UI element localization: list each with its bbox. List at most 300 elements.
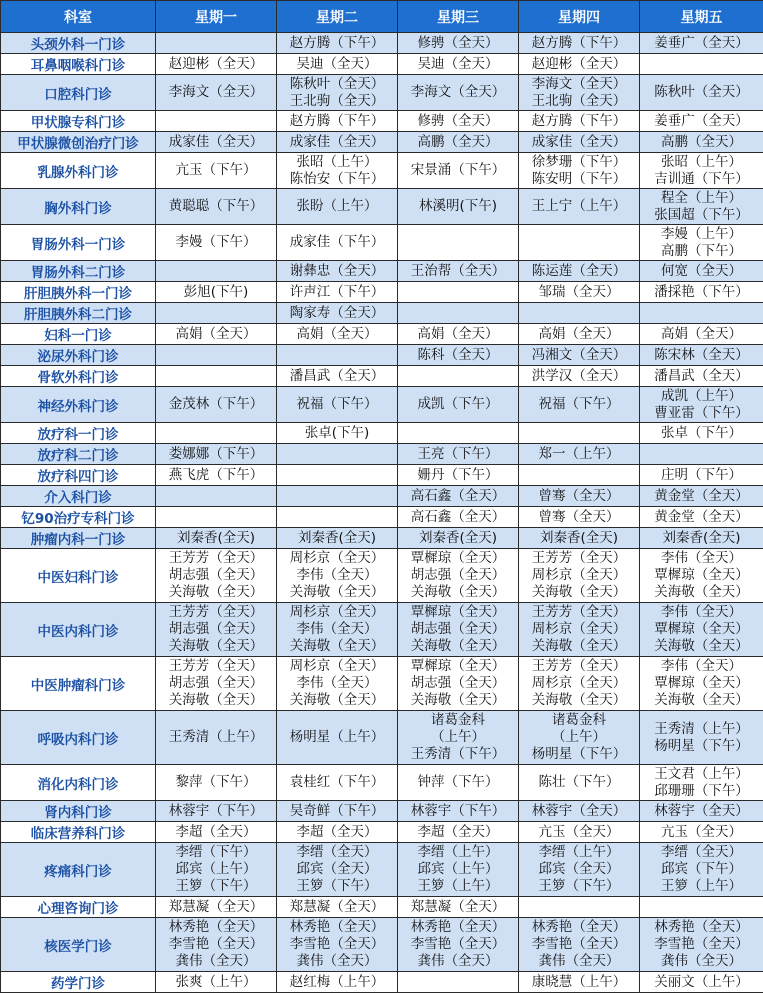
- doctor-entry: 亢玉（下午）: [156, 162, 276, 179]
- doctor-entry: 周杉京（全天）: [277, 604, 397, 621]
- schedule-cell-thursday: [519, 153, 640, 189]
- schedule-cell-thursday: [519, 843, 640, 897]
- schedule-cell-tuesday: [277, 918, 398, 972]
- doctor-entry: 关海敬（全天）: [277, 692, 397, 709]
- schedule-row: [1, 918, 763, 972]
- doctor-entry: 吉训通（下午）: [640, 171, 763, 188]
- doctor-entry: 关海敬（全天）: [277, 638, 397, 655]
- doctor-entry: 王秀清（上午）: [640, 721, 763, 738]
- department-name: 甲状腺专科门诊: [1, 111, 156, 132]
- doctor-entry: 郑慧凝（全天）: [156, 899, 276, 916]
- doctor-entry: 关海敬（全天）: [519, 638, 639, 655]
- schedule-cell-wednesday: [398, 54, 519, 75]
- doctor-entry: 邱宾（上午）: [398, 861, 518, 878]
- doctor-entry: 李海文（全天）: [519, 76, 639, 93]
- doctor-entry: 王芳芳（全天）: [156, 658, 276, 675]
- doctor-entry: 覃樨琼（全天）: [640, 675, 763, 692]
- schedule-cell-monday: [156, 225, 277, 261]
- schedule-cell-monday: [156, 897, 277, 918]
- doctor-entry: 龚伟（全天）: [519, 953, 639, 970]
- schedule-cell-friday: [640, 711, 763, 765]
- schedule-cell-wednesday: [398, 132, 519, 153]
- schedule-cell-thursday: [519, 549, 640, 603]
- schedule-cell-thursday: [519, 918, 640, 972]
- doctor-entry: 赵红梅（上午）: [277, 974, 397, 991]
- schedule-row: [1, 345, 763, 366]
- schedule-cell-thursday: [519, 486, 640, 507]
- doctor-entry: 胡志强（全天）: [156, 621, 276, 638]
- schedule-cell-thursday: [519, 189, 640, 225]
- schedule-cell-thursday: [519, 528, 640, 549]
- doctor-entry: 诸葛金科: [398, 712, 518, 729]
- doctor-entry: 陈秋叶（全天）: [640, 84, 763, 101]
- schedule-cell-monday: [156, 843, 277, 897]
- department-name: 心理咨询门诊: [1, 897, 156, 918]
- schedule-cell-tuesday: [277, 822, 398, 843]
- doctor-entry: 胡志强（全天）: [398, 567, 518, 584]
- schedule-cell-thursday: [519, 132, 640, 153]
- doctor-entry: 关海敬（全天）: [640, 638, 763, 655]
- doctor-entry: 高娟（全天）: [398, 326, 518, 343]
- doctor-entry: 王文君（上午）: [640, 766, 763, 783]
- doctor-entry: 关海敬（全天）: [156, 638, 276, 655]
- schedule-cell-wednesday: [398, 528, 519, 549]
- schedule-cell-tuesday: [277, 507, 398, 528]
- doctor-entry: 钟萍（下午）: [398, 774, 518, 791]
- schedule-cell-thursday: [519, 54, 640, 75]
- doctor-entry: 关海敬（全天）: [640, 584, 763, 601]
- doctor-entry: 黄金堂（全天）: [640, 488, 763, 505]
- schedule-cell-wednesday: [398, 603, 519, 657]
- doctor-entry: 关海敬（全天）: [519, 584, 639, 601]
- schedule-cell-friday: [640, 801, 763, 822]
- doctor-entry: 曾骞（全天）: [519, 509, 639, 526]
- schedule-cell-monday: [156, 111, 277, 132]
- department-name: 胃肠外科一门诊: [1, 225, 156, 261]
- doctor-entry: 洪学汉（全天）: [519, 368, 639, 385]
- schedule-cell-monday: [156, 153, 277, 189]
- schedule-row: [1, 324, 763, 345]
- doctor-entry: 龚伟（全天）: [398, 953, 518, 970]
- schedule-cell-tuesday: [277, 111, 398, 132]
- schedule-cell-wednesday: [398, 111, 519, 132]
- doctor-entry: 刘秦香(全天): [156, 530, 276, 547]
- doctor-entry: 李伟（全天）: [277, 675, 397, 692]
- schedule-cell-tuesday: [277, 324, 398, 345]
- schedule-row: [1, 801, 763, 822]
- doctor-entry: 李缙（上午）: [519, 844, 639, 861]
- schedule-cell-monday: [156, 345, 277, 366]
- doctor-entry: 李伟（全天）: [277, 567, 397, 584]
- schedule-cell-thursday: [519, 765, 640, 801]
- schedule-cell-thursday: [519, 111, 640, 132]
- doctor-entry: 覃樨琼（全天）: [640, 567, 763, 584]
- schedule-row: [1, 603, 763, 657]
- schedule-row: [1, 822, 763, 843]
- schedule-row: [1, 843, 763, 897]
- schedule-cell-tuesday: [277, 765, 398, 801]
- schedule-cell-thursday: [519, 75, 640, 111]
- schedule-cell-friday: [640, 486, 763, 507]
- schedule-cell-friday: [640, 387, 763, 423]
- schedule-row: [1, 972, 763, 993]
- schedule-cell-friday: [640, 366, 763, 387]
- doctor-entry: 何宽（全天）: [640, 263, 763, 280]
- schedule-cell-friday: [640, 324, 763, 345]
- department-name: 头颈外科一门诊: [1, 33, 156, 54]
- doctor-entry: 黄金堂（全天）: [640, 509, 763, 526]
- department-name: 放疗科一门诊: [1, 423, 156, 444]
- doctor-entry: 王箩（上午）: [640, 878, 763, 895]
- doctor-entry: 高娟（全天）: [277, 326, 397, 343]
- department-name: 妇科一门诊: [1, 324, 156, 345]
- doctor-entry: 潘採艳（下午）: [640, 284, 763, 301]
- doctor-entry: 姜垂广（全天）: [640, 35, 763, 52]
- schedule-cell-friday: [640, 423, 763, 444]
- schedule-cell-monday: [156, 54, 277, 75]
- doctor-entry: 刘秦香(全天): [398, 530, 518, 547]
- doctor-entry: 娄娜娜（下午）: [156, 446, 276, 463]
- schedule-cell-monday: [156, 657, 277, 711]
- schedule-row: [1, 765, 763, 801]
- doctor-entry: 宋景涌（下午）: [398, 162, 518, 179]
- doctor-entry: 赵方腾（下午）: [277, 113, 397, 130]
- doctor-entry: 关海敬（全天）: [156, 584, 276, 601]
- schedule-cell-monday: [156, 486, 277, 507]
- department-name: 临床营养科门诊: [1, 822, 156, 843]
- doctor-entry: 胡志强（全天）: [398, 621, 518, 638]
- schedule-cell-tuesday: [277, 54, 398, 75]
- schedule-row: [1, 366, 763, 387]
- department-name: 呼吸内科门诊: [1, 711, 156, 765]
- doctor-entry: 诸葛金科: [519, 712, 639, 729]
- schedule-cell-monday: [156, 282, 277, 303]
- doctor-entry: 李伟（全天）: [640, 604, 763, 621]
- department-name: 肝胆胰外科二门诊: [1, 303, 156, 324]
- schedule-cell-friday: [640, 153, 763, 189]
- doctor-entry: 王箩（上午）: [398, 878, 518, 895]
- schedule-cell-thursday: [519, 423, 640, 444]
- doctor-entry: 姗丹（下午）: [398, 467, 518, 484]
- doctor-entry: 周杉京（全天）: [277, 550, 397, 567]
- doctor-entry: 胡志强（全天）: [156, 567, 276, 584]
- doctor-entry: 高鹏（全天）: [398, 134, 518, 151]
- doctor-entry: 高石鑫（全天）: [398, 509, 518, 526]
- schedule-cell-thursday: [519, 603, 640, 657]
- schedule-row: [1, 153, 763, 189]
- schedule-cell-friday: [640, 132, 763, 153]
- header-wednesday: 星期三: [398, 1, 519, 33]
- schedule-row: [1, 423, 763, 444]
- schedule-cell-tuesday: [277, 75, 398, 111]
- doctor-entry: 邹瑞（全天）: [519, 284, 639, 301]
- doctor-entry: 刘秦香(全天): [277, 530, 397, 547]
- schedule-cell-tuesday: [277, 549, 398, 603]
- schedule-cell-friday: [640, 225, 763, 261]
- doctor-entry: 李雪艳（全天）: [398, 936, 518, 953]
- doctor-entry: 关海敬（全天）: [519, 692, 639, 709]
- department-name: 钇90治疗专科门诊: [1, 507, 156, 528]
- doctor-entry: 覃樨琼（全天）: [398, 658, 518, 675]
- doctor-entry: 成凯（上午）: [640, 388, 763, 405]
- schedule-cell-wednesday: [398, 366, 519, 387]
- doctor-entry: 王治帮（全天）: [398, 263, 518, 280]
- doctor-entry: 谢彝忠（全天）: [277, 263, 397, 280]
- doctor-entry: 邱珊珊（下午）: [640, 783, 763, 800]
- schedule-cell-tuesday: [277, 711, 398, 765]
- doctor-entry: 潘昌武（全天）: [640, 368, 763, 385]
- schedule-cell-thursday: [519, 444, 640, 465]
- schedule-row: [1, 189, 763, 225]
- doctor-entry: （上午）: [519, 729, 639, 746]
- doctor-entry: 李超（全天）: [398, 824, 518, 841]
- schedule-row: [1, 387, 763, 423]
- doctor-entry: 成凯（下午）: [398, 396, 518, 413]
- doctor-entry: 刘秦香(全天): [519, 530, 639, 547]
- doctor-entry: 成家佳（下午）: [277, 234, 397, 251]
- schedule-cell-thursday: [519, 303, 640, 324]
- schedule-cell-tuesday: [277, 657, 398, 711]
- schedule-cell-wednesday: [398, 324, 519, 345]
- doctor-entry: 邱宾（下午）: [640, 861, 763, 878]
- doctor-entry: 林蓉宇（全天）: [640, 803, 763, 820]
- schedule-cell-wednesday: [398, 486, 519, 507]
- department-name: 中医内科门诊: [1, 603, 156, 657]
- doctor-entry: 成家佳（全天）: [519, 134, 639, 151]
- schedule-cell-tuesday: [277, 801, 398, 822]
- schedule-cell-friday: [640, 189, 763, 225]
- doctor-entry: 彭旭(下午): [156, 284, 276, 301]
- schedule-cell-friday: [640, 765, 763, 801]
- doctor-entry: 李超（全天）: [277, 824, 397, 841]
- doctor-entry: 杨明星（下午）: [519, 746, 639, 763]
- doctor-entry: 李伟（全天）: [277, 621, 397, 638]
- schedule-cell-monday: [156, 387, 277, 423]
- doctor-entry: 庄明（下午）: [640, 467, 763, 484]
- schedule-cell-monday: [156, 972, 277, 993]
- schedule-cell-wednesday: [398, 225, 519, 261]
- schedule-row: [1, 132, 763, 153]
- schedule-row: [1, 549, 763, 603]
- doctor-entry: 李雪艳（全天）: [277, 936, 397, 953]
- schedule-cell-monday: [156, 507, 277, 528]
- doctor-entry: 林溪明(下午): [398, 198, 518, 215]
- schedule-cell-wednesday: [398, 822, 519, 843]
- schedule-cell-tuesday: [277, 603, 398, 657]
- schedule-cell-thursday: [519, 657, 640, 711]
- schedule-cell-wednesday: [398, 444, 519, 465]
- doctor-entry: 成家佳（全天）: [156, 134, 276, 151]
- doctor-entry: 龚伟（全天）: [156, 953, 276, 970]
- doctor-entry: 赵方腾（下午）: [519, 35, 639, 52]
- header-tuesday: 星期二: [277, 1, 398, 33]
- doctor-entry: 徐梦珊（下午）: [519, 154, 639, 171]
- doctor-entry: 吴奇鲜（下午）: [277, 803, 397, 820]
- doctor-entry: 王北驹（全天）: [277, 93, 397, 110]
- schedule-row: [1, 897, 763, 918]
- doctor-entry: 陈怡安（下午）: [277, 171, 397, 188]
- schedule-cell-friday: [640, 303, 763, 324]
- doctor-entry: 龚伟（全天）: [277, 953, 397, 970]
- schedule-cell-wednesday: [398, 75, 519, 111]
- doctor-entry: 陶家寿（全天）: [277, 305, 397, 322]
- doctor-entry: 金茂林（下午）: [156, 396, 276, 413]
- schedule-cell-monday: [156, 549, 277, 603]
- doctor-entry: 王箩（下午）: [277, 878, 397, 895]
- schedule-cell-monday: [156, 261, 277, 282]
- department-name: 胸外科门诊: [1, 189, 156, 225]
- doctor-entry: 王亮（下午）: [398, 446, 518, 463]
- department-name: 乳腺外科门诊: [1, 153, 156, 189]
- doctor-entry: 覃樨琼（全天）: [398, 550, 518, 567]
- schedule-cell-tuesday: [277, 153, 398, 189]
- doctor-entry: 王芳芳（全天）: [519, 658, 639, 675]
- department-name: 中医妇科门诊: [1, 549, 156, 603]
- schedule-cell-tuesday: [277, 303, 398, 324]
- schedule-cell-monday: [156, 423, 277, 444]
- schedule-cell-wednesday: [398, 801, 519, 822]
- department-name: 肝胆胰外科一门诊: [1, 282, 156, 303]
- doctor-entry: 李缙（全天）: [277, 844, 397, 861]
- doctor-entry: 燕飞虎（下午）: [156, 467, 276, 484]
- schedule-cell-wednesday: [398, 507, 519, 528]
- schedule-cell-wednesday: [398, 843, 519, 897]
- schedule-row: [1, 75, 763, 111]
- doctor-entry: 周杉京（全天）: [519, 621, 639, 638]
- doctor-entry: 杨明星（下午）: [640, 738, 763, 755]
- doctor-entry: 李缙（全天）: [640, 844, 763, 861]
- header-friday: 星期五: [640, 1, 763, 33]
- doctor-entry: 成家佳（全天）: [277, 134, 397, 151]
- schedule-cell-monday: [156, 801, 277, 822]
- department-name: 药学门诊: [1, 972, 156, 993]
- schedule-cell-tuesday: [277, 282, 398, 303]
- schedule-cell-monday: [156, 33, 277, 54]
- schedule-cell-friday: [640, 444, 763, 465]
- department-name: 介入科门诊: [1, 486, 156, 507]
- department-name: 疼痛科门诊: [1, 843, 156, 897]
- schedule-cell-monday: [156, 603, 277, 657]
- schedule-cell-monday: [156, 765, 277, 801]
- schedule-row: [1, 303, 763, 324]
- department-name: 胃肠外科二门诊: [1, 261, 156, 282]
- doctor-entry: 李伟（全天）: [640, 658, 763, 675]
- doctor-entry: 曹亚雷（下午）: [640, 405, 763, 422]
- doctor-entry: 林秀艳（全天）: [398, 919, 518, 936]
- schedule-cell-wednesday: [398, 345, 519, 366]
- doctor-entry: 陈科（全天）: [398, 347, 518, 364]
- doctor-entry: 关海敬（全天）: [398, 692, 518, 709]
- schedule-cell-tuesday: [277, 972, 398, 993]
- schedule-row: [1, 507, 763, 528]
- doctor-entry: 高鹏（全天）: [640, 134, 763, 151]
- schedule-cell-monday: [156, 444, 277, 465]
- doctor-entry: 林秀艳（全天）: [640, 919, 763, 936]
- schedule-cell-wednesday: [398, 282, 519, 303]
- doctor-entry: 王芳芳（全天）: [519, 550, 639, 567]
- department-name: 神经外科门诊: [1, 387, 156, 423]
- schedule-cell-monday: [156, 75, 277, 111]
- doctor-entry: 胡志强（全天）: [398, 675, 518, 692]
- schedule-cell-wednesday: [398, 303, 519, 324]
- schedule-cell-friday: [640, 465, 763, 486]
- doctor-entry: 修骋（全天）: [398, 113, 518, 130]
- department-name: 泌尿外科门诊: [1, 345, 156, 366]
- schedule-cell-friday: [640, 528, 763, 549]
- schedule-cell-monday: [156, 303, 277, 324]
- schedule-cell-friday: [640, 657, 763, 711]
- doctor-entry: 李缙（下午）: [156, 844, 276, 861]
- schedule-cell-monday: [156, 324, 277, 345]
- schedule-cell-tuesday: [277, 132, 398, 153]
- schedule-cell-thursday: [519, 225, 640, 261]
- schedule-cell-wednesday: [398, 897, 519, 918]
- doctor-entry: 周杉京（全天）: [277, 658, 397, 675]
- doctor-entry: 冯湘文（全天）: [519, 347, 639, 364]
- schedule-cell-tuesday: [277, 33, 398, 54]
- schedule-cell-thursday: [519, 822, 640, 843]
- doctor-entry: 张盼（上午）: [277, 198, 397, 215]
- department-name: 中医肿瘤科门诊: [1, 657, 156, 711]
- doctor-entry: 覃樨琼（全天）: [398, 604, 518, 621]
- schedule-row: [1, 282, 763, 303]
- schedule-header: [1, 1, 763, 33]
- schedule-cell-friday: [640, 972, 763, 993]
- schedule-cell-friday: [640, 897, 763, 918]
- schedule-cell-wednesday: [398, 423, 519, 444]
- doctor-entry: （上午）: [398, 729, 518, 746]
- doctor-entry: 王北驹（全天）: [519, 93, 639, 110]
- doctor-entry: 曾骞（全天）: [519, 488, 639, 505]
- schedule-cell-tuesday: [277, 486, 398, 507]
- doctor-entry: 覃樨琼（全天）: [640, 621, 763, 638]
- schedule-cell-tuesday: [277, 528, 398, 549]
- doctor-entry: 高鹏（下午）: [640, 243, 763, 260]
- department-name: 耳鼻咽喉科门诊: [1, 54, 156, 75]
- schedule-cell-friday: [640, 843, 763, 897]
- doctor-entry: 关海敬（全天）: [277, 584, 397, 601]
- doctor-entry: 周杉京（全天）: [519, 675, 639, 692]
- doctor-entry: 王秀清（上午）: [156, 729, 276, 746]
- doctor-entry: 袁桂红（下午）: [277, 774, 397, 791]
- doctor-entry: 林蓉宇（全天）: [519, 803, 639, 820]
- doctor-entry: 郑慧凝（全天）: [277, 899, 397, 916]
- schedule-cell-monday: [156, 132, 277, 153]
- doctor-entry: 陈秋叶（全天）: [277, 76, 397, 93]
- doctor-entry: 潘昌武（全天）: [277, 368, 397, 385]
- schedule-row: [1, 54, 763, 75]
- doctor-entry: 林秀艳（全天）: [156, 919, 276, 936]
- doctor-entry: 周杉京（全天）: [519, 567, 639, 584]
- department-name: 口腔科门诊: [1, 75, 156, 111]
- schedule-cell-tuesday: [277, 387, 398, 423]
- schedule-cell-thursday: [519, 801, 640, 822]
- schedule-cell-monday: [156, 711, 277, 765]
- doctor-entry: 李缙（上午）: [398, 844, 518, 861]
- department-name: 骨软外科门诊: [1, 366, 156, 387]
- schedule-cell-friday: [640, 345, 763, 366]
- doctor-entry: 邱宾（全天）: [277, 861, 397, 878]
- schedule-cell-wednesday: [398, 387, 519, 423]
- schedule-cell-friday: [640, 507, 763, 528]
- schedule-cell-thursday: [519, 324, 640, 345]
- schedule-row: [1, 261, 763, 282]
- schedule-row: [1, 528, 763, 549]
- schedule-cell-monday: [156, 189, 277, 225]
- doctor-entry: 陈宋林（全天）: [640, 347, 763, 364]
- schedule-cell-friday: [640, 603, 763, 657]
- doctor-entry: 张昭（上午）: [640, 154, 763, 171]
